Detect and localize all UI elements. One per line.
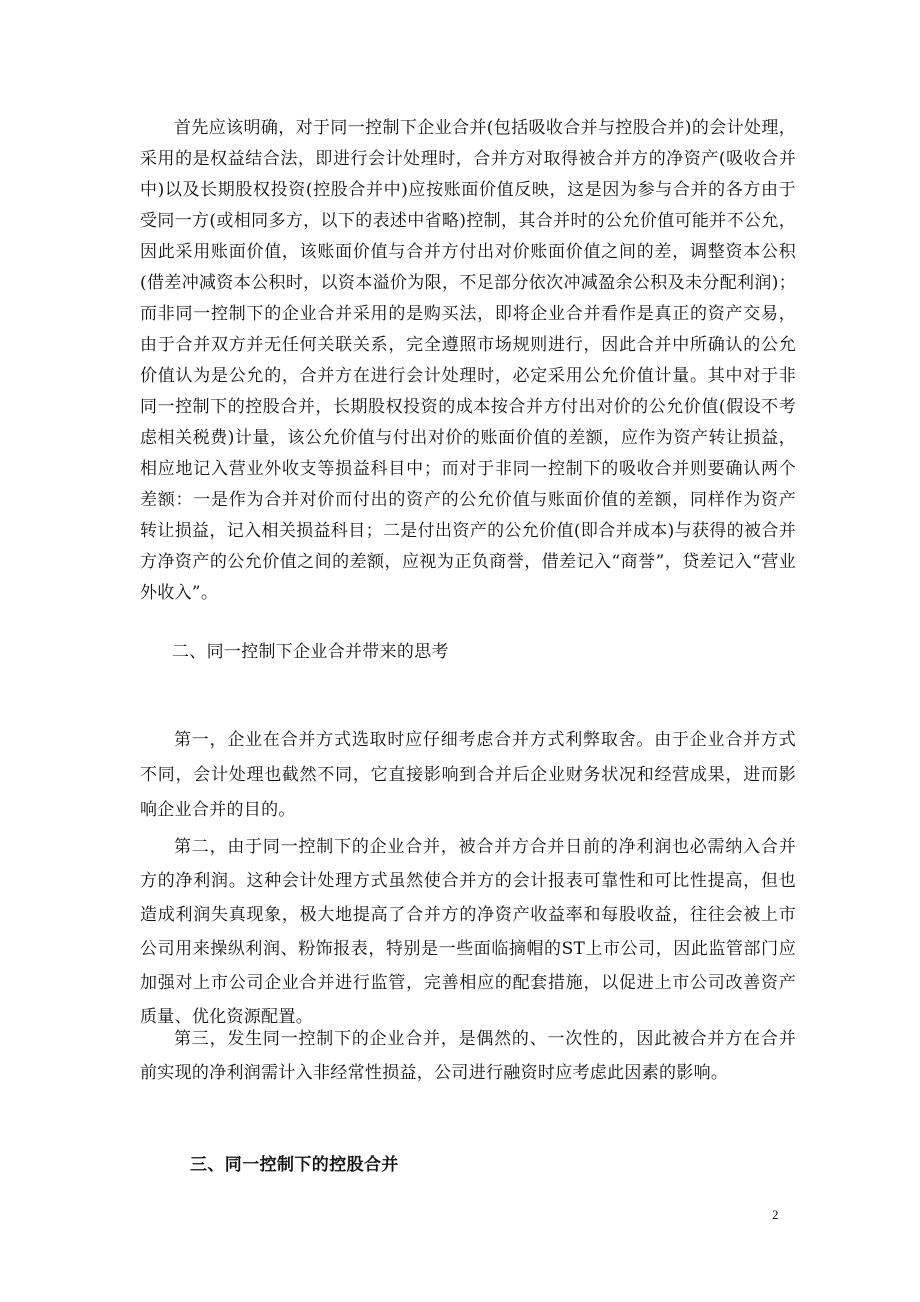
paragraph-third-point: 第三，发生同一控制下的企业合并，是偶然的、一次性的，因此被合并方在合并前实现的净利润需计入非经常性损益，公司进行融资时应考虑此因素的影响。 xyxy=(140,1029,796,1083)
paragraph-intro: 首先应该明确，对于同一控制下企业合并(包括吸收合并与控股合并)的会计处理，采用的是权益结合法，即进行会计处理时，合并方对取得被合并方的净资产(吸收合并中)以及长期股权投资(控股合并中)应按账面价值反映，这是因为参与合并的各方由于受同一方(或相同多方，以下的表述中省略)控制，其合并时的公允价值可能并不公允，因此采用账面价值，该账面价值与合并方付出对价账面价值之间的差，调整资本公积(借差冲减资本公积时，以资本溢价为限，不足部分依次冲减盈余公积及未分配利润)；而非同一控制下的企业合并采用的是购买法，即将企业合并看作是真正的资产交易，由于合并双方并无任何关联关系，完全遵照市场规则进行，因此合并中所确认的公允价值认为是公允的，合并方在进行会计处理时，必定采用公允价值计量。其中对于非同一控制下的控股合并，长期股权投资的成本按合并方付出对价的公允价值(假设不考虑相关税费)计量，该公允价值与付出对价的账面价值的差额，应作为资产转让损益，相应地记入营业外收支等损益科目中；而对于非同一控制下的吸收合并则要确认两个差额：一是作为合并对价而付出的资产的公允价值与账面价值的差额，同样作为资产转让损益，记入相关损益科目；二是付出资产的公允价值(即合并成本)与获得的被合并方净资产的公允价值之间的差额，应视为正负商誉，借差记入“商誉”，贷差记入“营业外收入”。 xyxy=(140,118,796,603)
section-heading-three: 三、同一控制下的控股合并 xyxy=(190,1155,399,1175)
section-heading-two: 二、同一控制下企业合并带来的思考 xyxy=(172,642,449,662)
page-number: 2 xyxy=(772,1207,779,1222)
paragraph-first-point: 第一，企业在合并方式选取时应仔细考虑合并方式利弊取舍。由于企业合并方式不同，会计处理也截然不同，它直接影响到合并后企业财务状况和经营成果，进而影响企业合并的目的。 xyxy=(140,730,796,820)
paragraph-second-point: 第二，由于同一控制下的企业合并，被合并方合并日前的净利润也必需纳入合并方的净利润。这种会计处理方式虽然使合并方的会计报表可靠性和可比性提高，但也造成利润失真现象，极大地提高了合并方的净资产收益率和每股收益，往往会被上市公司用来操纵利润、粉饰报表，特别是一些面临摘帽的ST上市公司，因此监管部门应加强对上市公司企业合并进行监管，完善相应的配套措施，以促进上市公司改善资产质量、优化资源配置。 xyxy=(140,837,796,1027)
